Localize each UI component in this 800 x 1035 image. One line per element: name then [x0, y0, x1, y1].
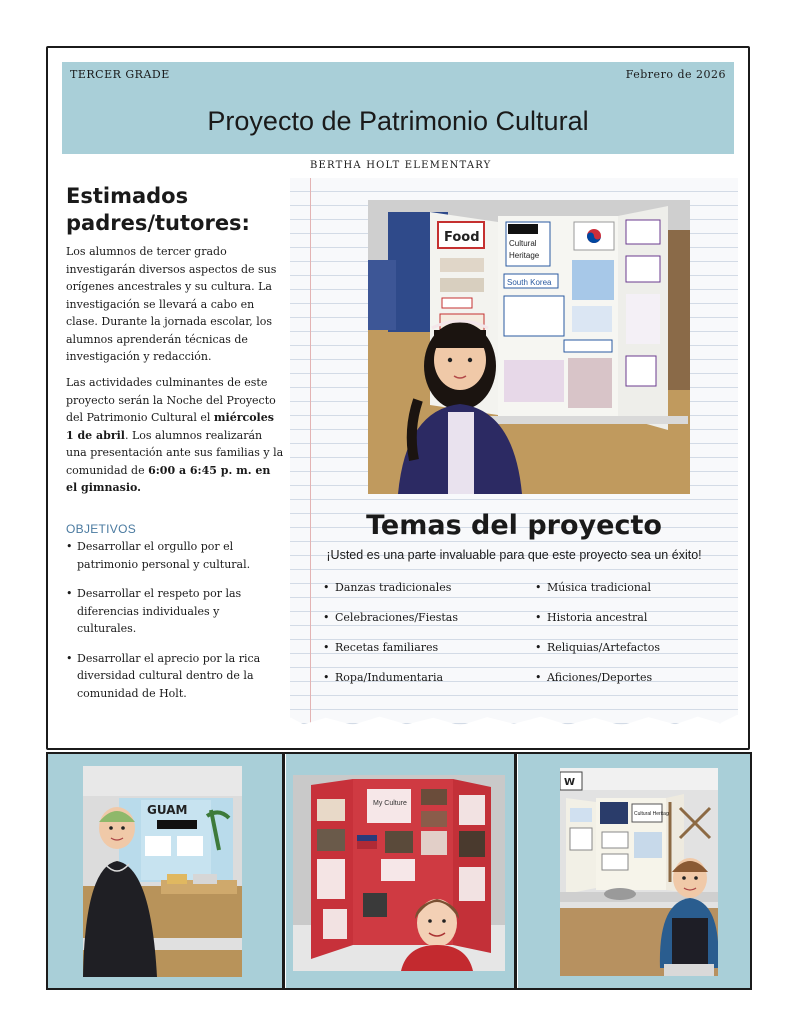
greeting-heading: Estimados padres/tutores:	[66, 184, 250, 235]
objective-item: • Desarrollar el aprecio por la rica diversidad cultural dentro de la comunidad de Holt.	[66, 650, 276, 703]
themes-list-right	[535, 581, 660, 701]
event-date: miércoles 1 de abril	[66, 411, 274, 442]
student-photo-heritage	[560, 768, 718, 976]
theme-item: • Historia ancestral	[535, 611, 660, 641]
student-photo-red-board	[293, 775, 505, 971]
svg-text:Cultural: Cultural	[509, 239, 537, 248]
school-name: BERTHA HOLT ELEMENTARY	[310, 160, 492, 171]
photo-2-illustration	[293, 775, 505, 971]
theme-item: • Danzas tradicionales	[323, 581, 458, 611]
panel-divider	[514, 752, 517, 990]
page-title: Proyecto de Patrimonio Cultural	[207, 106, 589, 136]
south-korea-label: South Korea	[507, 278, 552, 287]
themes-title: Temas del proyecto	[366, 510, 662, 541]
w-label: W	[564, 777, 576, 788]
intro-paragraph: Los alumnos de tercer grado investigarán diversos aspectos de sus orígenes ancestrales y su cultura. La investigación se llevará a cabo en clase. Durante la jornada escolar, los alumnos aprenderán técnicas de investigación y redacción.	[66, 245, 277, 363]
student-photo-guam	[83, 766, 242, 977]
guam-label: GUAM	[147, 803, 188, 817]
theme-item: • Música tradicional	[535, 581, 660, 611]
food-label: Food	[444, 230, 480, 245]
grade-label: TERCER GRADE	[70, 68, 170, 81]
culminating-text-2: . Los alumnos realizarán una presentación ante sus familias y la comunidad de	[66, 428, 284, 477]
themes-list-left	[323, 581, 458, 701]
theme-item: • Celebraciones/Fiestas	[323, 611, 458, 641]
objective-item: • Desarrollar el respeto por las diferencias individuales y culturales.	[66, 585, 276, 638]
themes-subtitle: ¡Usted es una parte invaluable para que este proyecto sea un éxito!	[326, 548, 702, 562]
objectives-heading: OBJETIVOS	[66, 522, 137, 536]
header-band	[62, 62, 734, 154]
main-photo-illustration	[368, 200, 690, 494]
photo-3-illustration	[560, 768, 718, 976]
panel-divider	[282, 752, 285, 990]
theme-item: • Ropa/Indumentaria	[323, 671, 458, 701]
date-label: Febrero de 2026	[625, 68, 726, 81]
photo-1-illustration	[83, 766, 242, 977]
heritage-label: Cultural Heritage	[634, 811, 672, 817]
objective-item: • Desarrollar el orgullo por el patrimonio personal y cultural.	[66, 538, 276, 573]
theme-item: • Reliquias/Artefactos	[535, 641, 660, 671]
objectives-list	[66, 538, 276, 714]
culminating-text-1: Las actividades culminantes de este proyecto serán la Noche del Proyecto del Patrimonio Cultural el	[66, 376, 276, 424]
main-photo	[368, 200, 690, 494]
event-time: 6:00 a 6:45 p. m. en el gimnasio.	[66, 463, 271, 494]
svg-text:Heritage: Heritage	[509, 251, 540, 260]
theme-item: • Aficiones/Deportes	[535, 671, 660, 701]
my-culture-label: My Culture	[373, 800, 407, 807]
culminating-paragraph	[66, 374, 284, 497]
theme-item: • Recetas familiares	[323, 641, 458, 671]
